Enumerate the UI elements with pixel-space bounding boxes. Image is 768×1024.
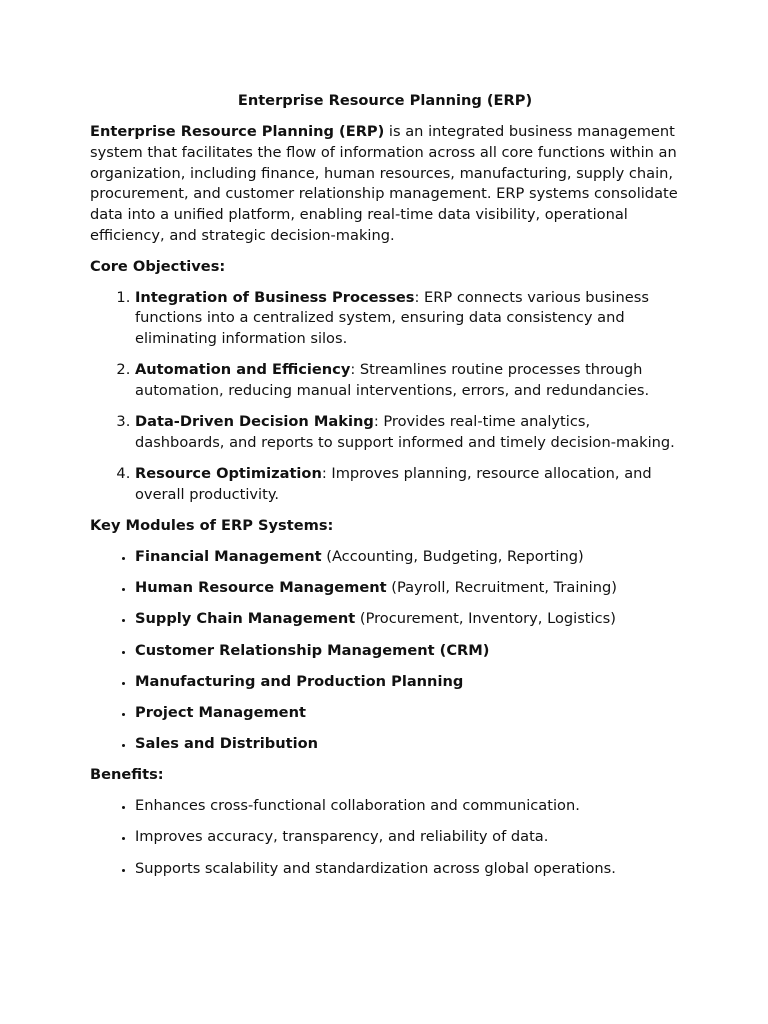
benefit-item: • Improves accuracy, transparency, and reliability of data. [135,827,680,848]
benefit-item: • Supports scalability and standardization across global operations. [135,859,680,880]
module-item [135,609,680,630]
module-item [135,672,680,693]
module-item [135,641,680,662]
document-title: Enterprise Resource Planning (ERP) [237,92,533,109]
module-name: Customer Relationship Management (CRM) [135,641,490,659]
document-page [90,90,680,890]
objective-text: : Streamlines routine processes through automation, reducing manual interventions, errors, and redundancies. [135,361,650,400]
benefits-list [90,796,680,879]
module-name: Manufacturing and Production Planning [135,672,464,690]
objective-title: Data-Driven Decision Making [135,413,374,431]
objective-item [135,412,680,454]
objective-text: : Provides real-time analytics, dashboards, and reports to support informed and timely decision-making. [135,413,675,452]
module-detail: (Payroll, Recruitment, Training) [386,579,617,597]
objective-item [135,360,680,402]
module-name: Human Resource Management [135,579,387,597]
module-item [135,547,680,568]
objectives-heading: Core Objectives: [90,257,226,275]
module-detail: (Procurement, Inventory, Logistics) [355,610,616,628]
module-name: Financial Management [135,548,322,566]
objective-title: Automation and Efficiency [135,361,351,379]
objective-title: Resource Optimization [135,465,322,483]
objective-item [135,464,680,506]
modules-heading: Key Modules of ERP Systems: [90,517,334,535]
objective-text: : Improves planning, resource allocation, and overall productivity. [135,465,652,504]
intro-paragraph [90,122,680,247]
objective-item [135,288,680,350]
module-name: Sales and Distribution [135,735,318,753]
module-detail: (Accounting, Budgeting, Reporting) [321,548,584,566]
module-name: Project Management [135,704,306,722]
module-item [135,734,680,755]
objective-text: : ERP connects various business functions into a centralized system, ensuring data consistency and eliminating information silos. [135,288,649,348]
intro-text: is an integrated business management system that facilitates the flow of information across all core functions within an organization, including finance, human resources, manufacturing, supply chain, procurement, and customer relationship management. ERP systems consolidate data into a unified platform, enabling real-time data visibility, operational efficiency, and strategic decision-making. [90,123,678,244]
module-item [135,578,680,599]
intro-term: Enterprise Resource Planning (ERP) [90,123,385,140]
objective-title: Integration of Business Processes [135,288,415,306]
modules-list [90,547,680,755]
benefit-item: • Enhances cross-functional collaboration and communication. [135,796,680,817]
benefits-heading: Benefits: [90,766,164,784]
objectives-list [90,288,680,506]
module-item [135,703,680,724]
module-name: Supply Chain Management [135,610,356,628]
